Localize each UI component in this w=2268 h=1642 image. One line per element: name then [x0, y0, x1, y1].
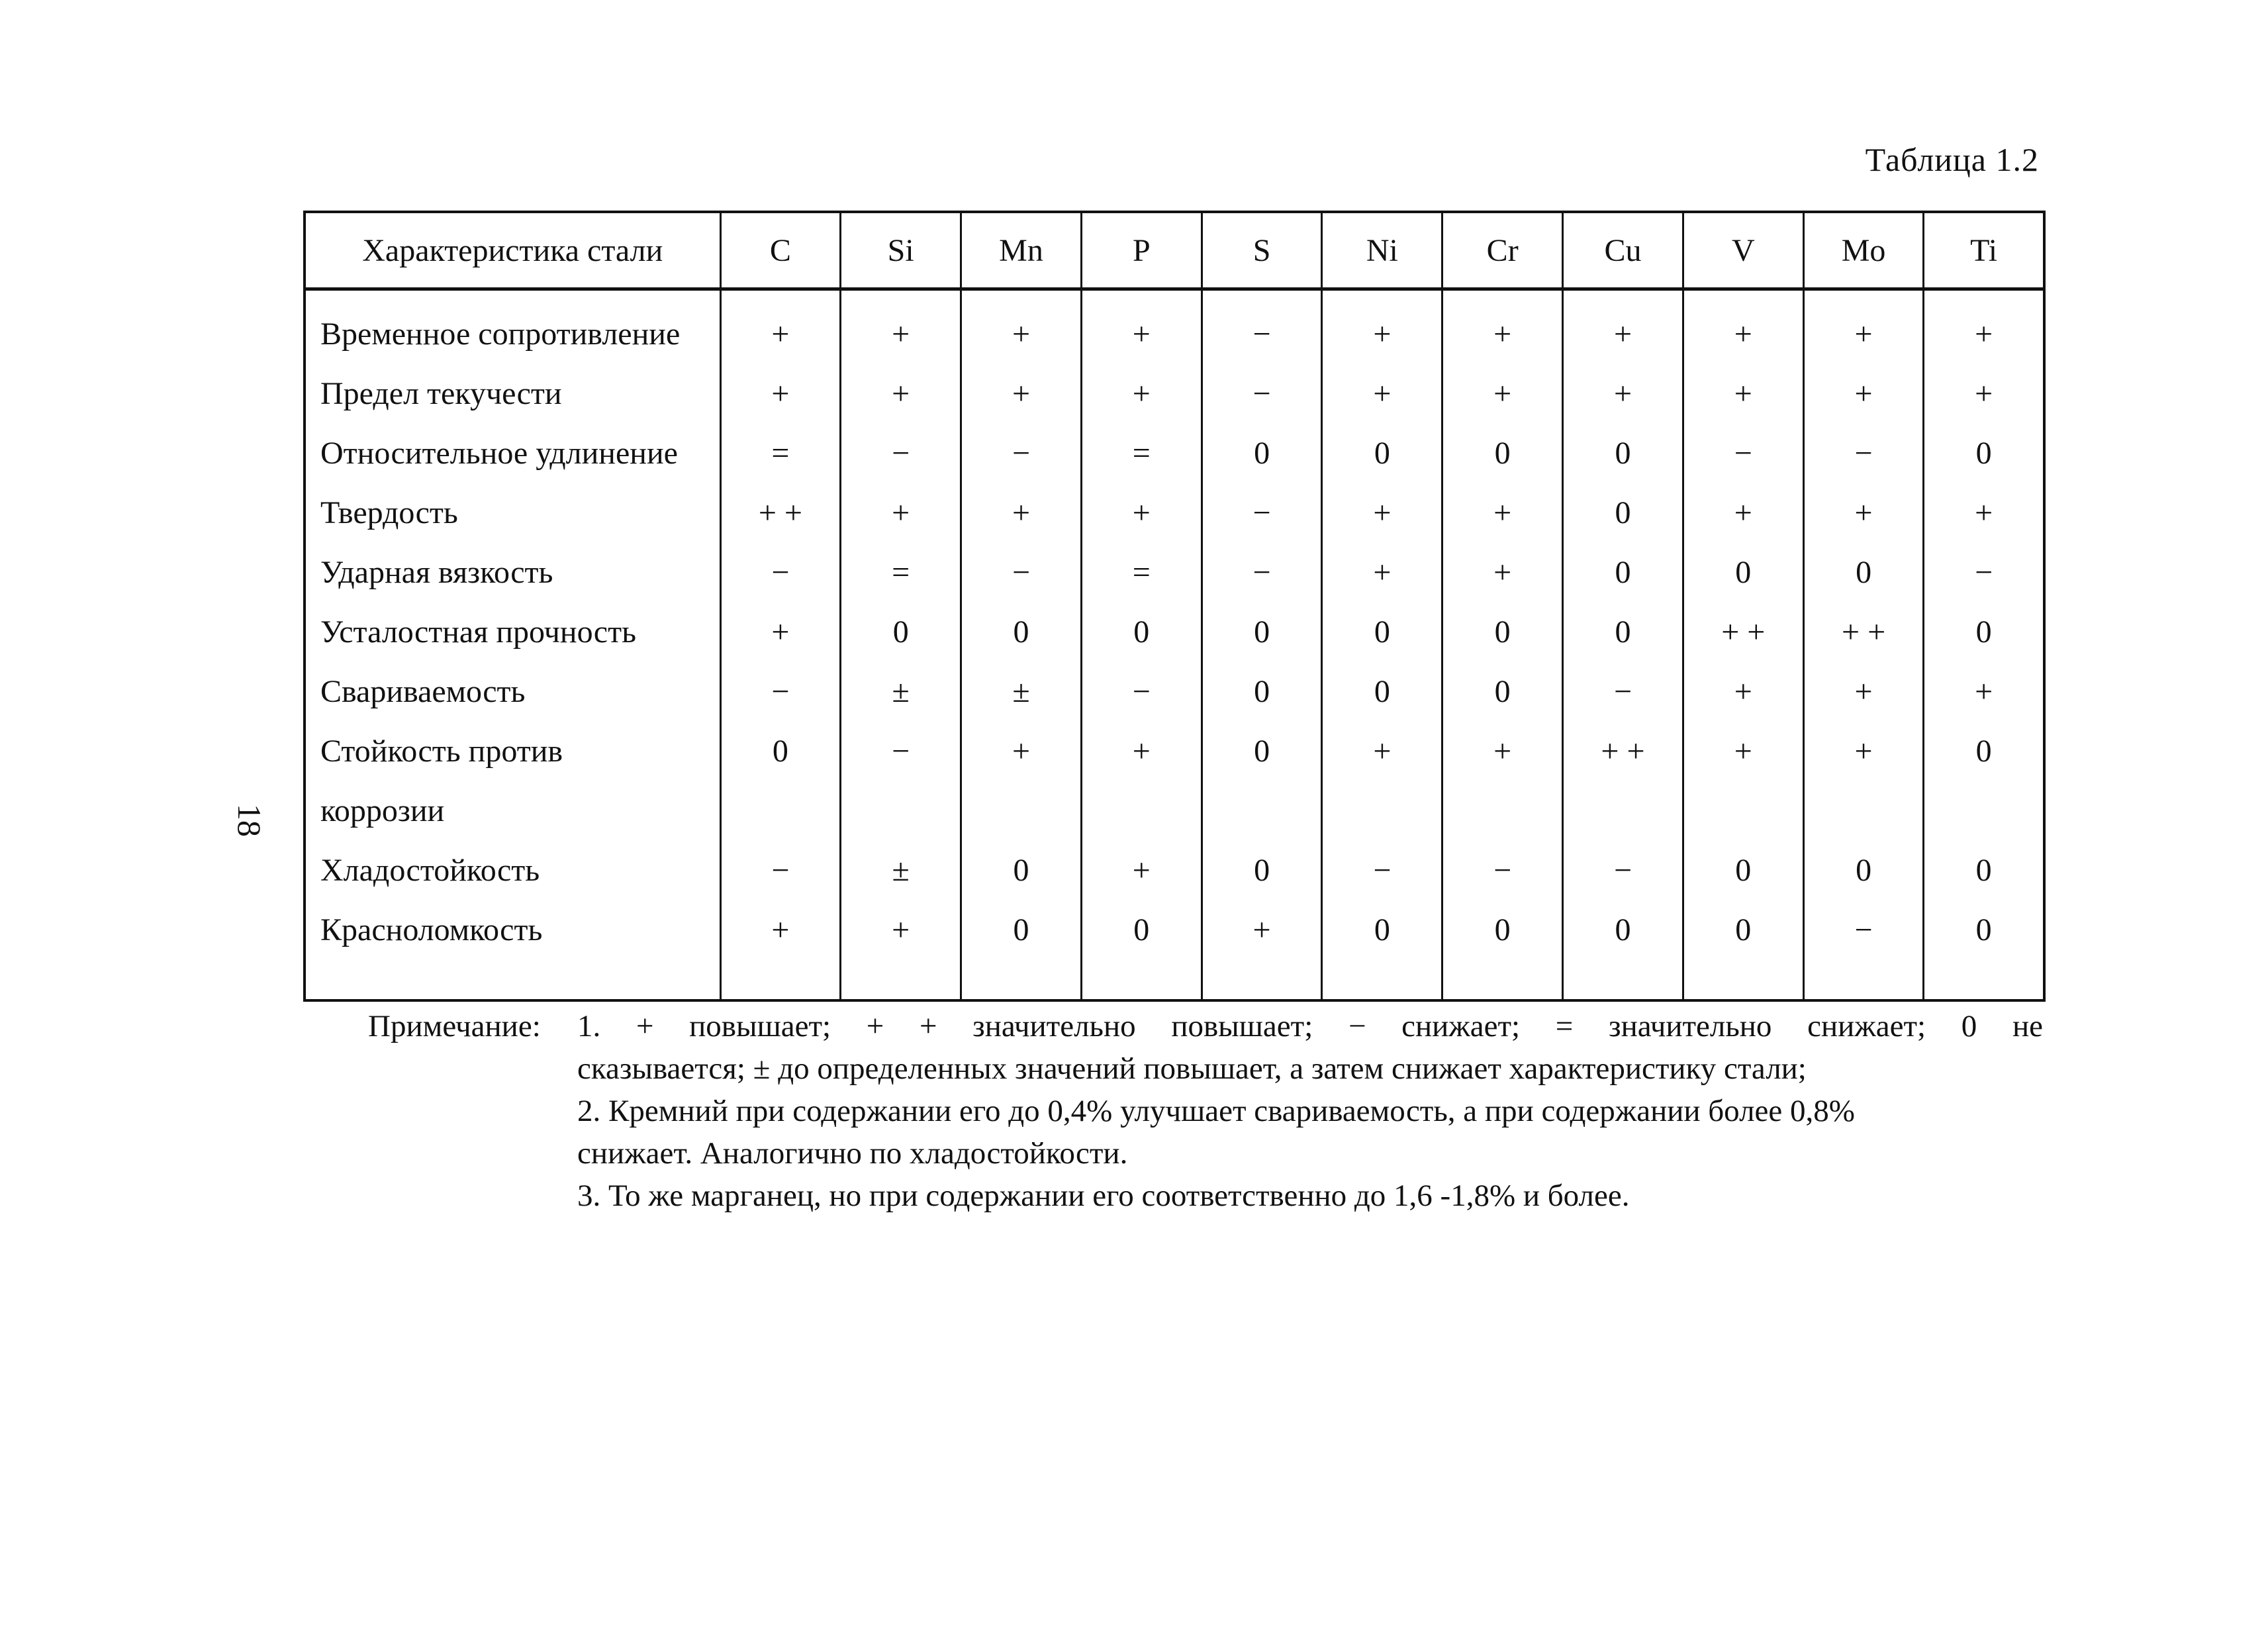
- column-header-mn: Mn: [961, 212, 1082, 289]
- cell-ni: +: [1322, 483, 1442, 542]
- note-line-1: 1. + повышает; + + значительно повышает; − снижает; = значительно снижает; 0 не: [577, 1009, 2043, 1043]
- cell-v: [1683, 781, 1803, 840]
- cell-si: +: [841, 483, 961, 542]
- cell-mo: −: [1803, 900, 1924, 959]
- cell-mo: +: [1803, 483, 1924, 542]
- cell-cu: [1563, 781, 1683, 840]
- column-header-v: V: [1683, 212, 1803, 289]
- cell-ti: 0: [1924, 721, 2044, 781]
- cell-ti: +: [1924, 289, 2044, 364]
- note-row-1: [368, 1005, 2043, 1047]
- cell-mo: [1803, 781, 1924, 840]
- cell-v: +: [1683, 721, 1803, 781]
- cell-c: + +: [720, 483, 841, 542]
- column-header-si: Si: [841, 212, 961, 289]
- table-row: [305, 542, 2044, 602]
- cell-s: −: [1202, 483, 1322, 542]
- cell-s: 0: [1202, 602, 1322, 661]
- cell-si: −: [841, 423, 961, 483]
- spacer-cell: [1924, 959, 2044, 1000]
- cell-cu: 0: [1563, 483, 1683, 542]
- row-label: Твердость: [305, 483, 720, 542]
- cell-v: +: [1683, 363, 1803, 423]
- row-label: Ударная вязкость: [305, 542, 720, 602]
- column-header-characteristic: Характеристика стали: [305, 212, 720, 289]
- cell-p: 0: [1081, 602, 1202, 661]
- cell-mn: [961, 781, 1082, 840]
- spacer-cell: [1322, 959, 1442, 1000]
- steel-properties-table: [303, 211, 2046, 1002]
- spacer-cell: [1803, 959, 1924, 1000]
- cell-p: =: [1081, 423, 1202, 483]
- cell-v: 0: [1683, 900, 1803, 959]
- cell-p: =: [1081, 542, 1202, 602]
- spacer-cell: [1683, 959, 1803, 1000]
- cell-ni: +: [1322, 721, 1442, 781]
- row-label: коррозии: [305, 781, 720, 840]
- cell-cu: + +: [1563, 721, 1683, 781]
- cell-cr: 0: [1442, 900, 1563, 959]
- spacer-cell: [1563, 959, 1683, 1000]
- table-row: [305, 721, 2044, 781]
- cell-ti: +: [1924, 483, 2044, 542]
- cell-c: −: [720, 542, 841, 602]
- cell-mn: +: [961, 363, 1082, 423]
- cell-cu: +: [1563, 289, 1683, 364]
- cell-mo: +: [1803, 289, 1924, 364]
- cell-ti: 0: [1924, 900, 2044, 959]
- cell-s: 0: [1202, 423, 1322, 483]
- cell-v: + +: [1683, 602, 1803, 661]
- cell-mo: +: [1803, 363, 1924, 423]
- cell-mn: −: [961, 423, 1082, 483]
- cell-p: +: [1081, 363, 1202, 423]
- cell-s: −: [1202, 289, 1322, 364]
- row-label: Свариваемость: [305, 661, 720, 721]
- cell-cr: +: [1442, 363, 1563, 423]
- cell-cu: +: [1563, 363, 1683, 423]
- cell-s: [1202, 781, 1322, 840]
- cell-cr: [1442, 781, 1563, 840]
- table-row: [305, 840, 2044, 900]
- row-label: Усталостная прочность: [305, 602, 720, 661]
- cell-mn: −: [961, 542, 1082, 602]
- note-line-4: снижает. Аналогично по хладостойкости.: [577, 1136, 1128, 1171]
- cell-p: +: [1081, 483, 1202, 542]
- spacer-cell: [305, 959, 720, 1000]
- cell-mo: +: [1803, 661, 1924, 721]
- cell-ni: +: [1322, 542, 1442, 602]
- cell-mn: ±: [961, 661, 1082, 721]
- cell-mn: +: [961, 289, 1082, 364]
- row-label: Красноломкость: [305, 900, 720, 959]
- cell-c: +: [720, 900, 841, 959]
- table-row: [305, 483, 2044, 542]
- cell-p: +: [1081, 289, 1202, 364]
- cell-ti: +: [1924, 661, 2044, 721]
- cell-mo: + +: [1803, 602, 1924, 661]
- table-row: [305, 423, 2044, 483]
- cell-c: −: [720, 661, 841, 721]
- note-line-2: сказывается; ± до определенных значений повышает, а затем снижает характеристику стали;: [577, 1051, 1807, 1086]
- cell-v: 0: [1683, 542, 1803, 602]
- spacer-cell: [1081, 959, 1202, 1000]
- cell-s: +: [1202, 900, 1322, 959]
- cell-s: 0: [1202, 721, 1322, 781]
- table-row: [305, 781, 2044, 840]
- cell-p: +: [1081, 721, 1202, 781]
- spacer-cell: [841, 959, 961, 1000]
- cell-ni: 0: [1322, 900, 1442, 959]
- cell-v: +: [1683, 483, 1803, 542]
- cell-cr: +: [1442, 289, 1563, 364]
- cell-ti: 0: [1924, 602, 2044, 661]
- cell-cu: 0: [1563, 900, 1683, 959]
- cell-mn: +: [961, 483, 1082, 542]
- note-line-5: 3. То же марганец, но при содержании его соответственно до 1,6 -1,8% и более.: [577, 1179, 1630, 1213]
- table-row: [305, 363, 2044, 423]
- cell-mo: 0: [1803, 840, 1924, 900]
- cell-cr: +: [1442, 721, 1563, 781]
- cell-cu: −: [1563, 840, 1683, 900]
- cell-cu: 0: [1563, 602, 1683, 661]
- cell-p: [1081, 781, 1202, 840]
- spacer-cell: [961, 959, 1082, 1000]
- cell-c: −: [720, 840, 841, 900]
- cell-c: +: [720, 363, 841, 423]
- table-notes: [368, 1005, 2043, 1217]
- cell-mo: +: [1803, 721, 1924, 781]
- row-label: Предел текучести: [305, 363, 720, 423]
- cell-si: +: [841, 289, 961, 364]
- cell-v: +: [1683, 289, 1803, 364]
- spacer-cell: [720, 959, 841, 1000]
- cell-p: +: [1081, 840, 1202, 900]
- cell-mn: 0: [961, 900, 1082, 959]
- cell-cr: 0: [1442, 661, 1563, 721]
- cell-si: =: [841, 542, 961, 602]
- cell-p: −: [1081, 661, 1202, 721]
- cell-si: 0: [841, 602, 961, 661]
- cell-cr: 0: [1442, 423, 1563, 483]
- column-header-ti: Ti: [1924, 212, 2044, 289]
- cell-si: −: [841, 721, 961, 781]
- cell-s: 0: [1202, 661, 1322, 721]
- cell-si: +: [841, 363, 961, 423]
- note-line-3: 2. Кремний при содержании его до 0,4% улучшает свариваемость, а при содержании более 0,8%: [577, 1094, 1855, 1128]
- cell-cr: +: [1442, 483, 1563, 542]
- cell-si: ±: [841, 840, 961, 900]
- spacer-cell: [1442, 959, 1563, 1000]
- table-bottom-spacer: [305, 959, 2044, 1000]
- cell-cu: 0: [1563, 423, 1683, 483]
- cell-mo: −: [1803, 423, 1924, 483]
- cell-ni: 0: [1322, 423, 1442, 483]
- column-header-p: P: [1081, 212, 1202, 289]
- table-row: [305, 661, 2044, 721]
- page-number: 18: [231, 804, 268, 837]
- table-caption: Таблица 1.2: [1865, 141, 2039, 178]
- column-header-mo: Mo: [1803, 212, 1924, 289]
- table-row: [305, 602, 2044, 661]
- cell-si: [841, 781, 961, 840]
- cell-ti: 0: [1924, 840, 2044, 900]
- cell-c: =: [720, 423, 841, 483]
- cell-ti: +: [1924, 363, 2044, 423]
- cell-ti: [1924, 781, 2044, 840]
- notes-heading: Примечание:: [368, 1009, 541, 1043]
- row-label: Временное сопротивление: [305, 289, 720, 364]
- cell-c: +: [720, 289, 841, 364]
- cell-c: 0: [720, 721, 841, 781]
- column-header-cu: Cu: [1563, 212, 1683, 289]
- row-label: Относительное удлинение: [305, 423, 720, 483]
- cell-s: 0: [1202, 840, 1322, 900]
- cell-cu: 0: [1563, 542, 1683, 602]
- cell-ti: 0: [1924, 423, 2044, 483]
- cell-mn: +: [961, 721, 1082, 781]
- row-label: Стойкость против: [305, 721, 720, 781]
- cell-ni: 0: [1322, 602, 1442, 661]
- column-header-s: S: [1202, 212, 1322, 289]
- table-header-row: [305, 212, 2044, 289]
- cell-c: [720, 781, 841, 840]
- cell-mn: 0: [961, 840, 1082, 900]
- table-body: [305, 289, 2044, 1001]
- cell-s: −: [1202, 542, 1322, 602]
- cell-cr: −: [1442, 840, 1563, 900]
- table-row: [305, 900, 2044, 959]
- cell-s: −: [1202, 363, 1322, 423]
- column-header-c: C: [720, 212, 841, 289]
- column-header-cr: Cr: [1442, 212, 1563, 289]
- cell-mo: 0: [1803, 542, 1924, 602]
- column-header-ni: Ni: [1322, 212, 1442, 289]
- cell-ni: 0: [1322, 661, 1442, 721]
- cell-ti: −: [1924, 542, 2044, 602]
- cell-p: 0: [1081, 900, 1202, 959]
- cell-ni: [1322, 781, 1442, 840]
- cell-v: −: [1683, 423, 1803, 483]
- cell-cr: 0: [1442, 602, 1563, 661]
- spacer-cell: [1202, 959, 1322, 1000]
- cell-ni: −: [1322, 840, 1442, 900]
- cell-si: ±: [841, 661, 961, 721]
- cell-cr: +: [1442, 542, 1563, 602]
- cell-v: 0: [1683, 840, 1803, 900]
- cell-cu: −: [1563, 661, 1683, 721]
- cell-ni: +: [1322, 363, 1442, 423]
- cell-si: +: [841, 900, 961, 959]
- row-label: Хладостойкость: [305, 840, 720, 900]
- cell-c: +: [720, 602, 841, 661]
- cell-v: +: [1683, 661, 1803, 721]
- cell-mn: 0: [961, 602, 1082, 661]
- cell-ni: +: [1322, 289, 1442, 364]
- table-row: [305, 289, 2044, 364]
